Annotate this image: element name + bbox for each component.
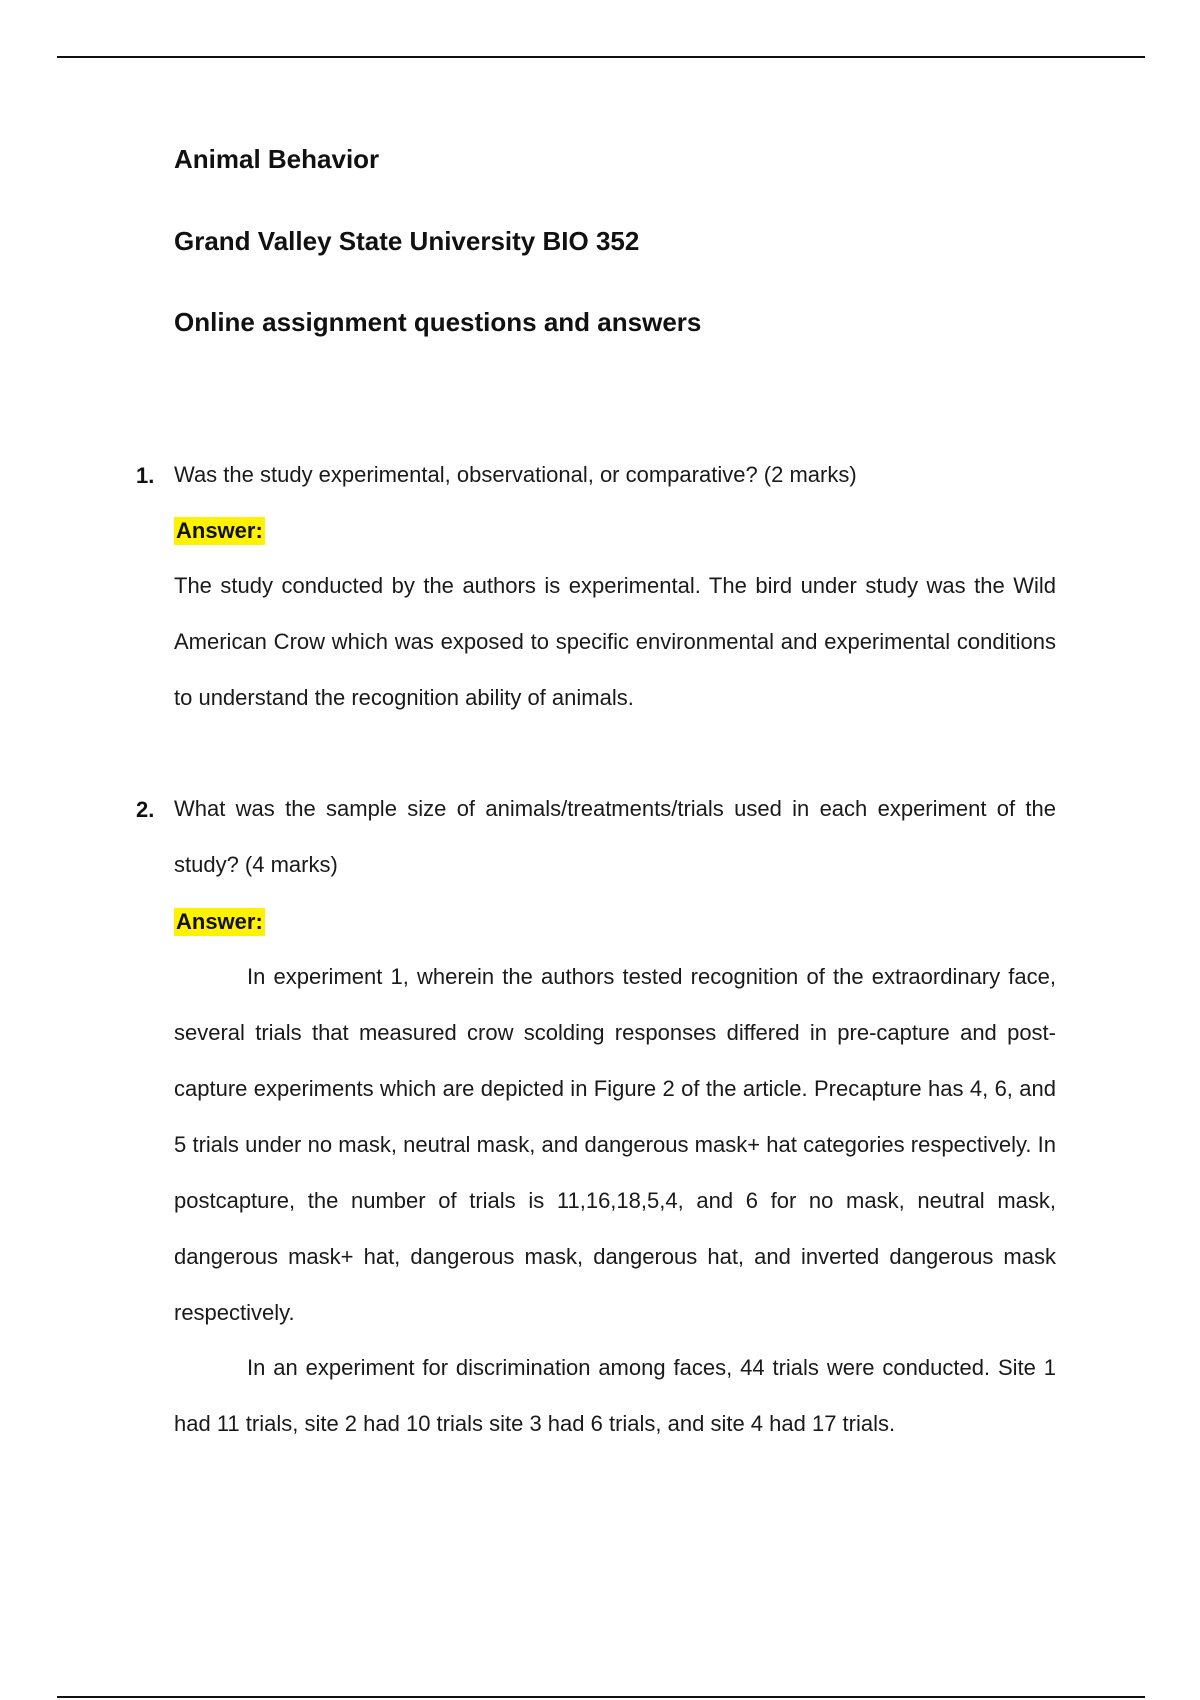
question-1-answer-paragraph: The study conducted by the authors is experimental. The bird under study was the Wild American Crow which was exposed to specific environmental and experimental conditions to understand the recognition ability of animals.: [174, 573, 1056, 710]
question-2-answer-label: Answer:: [176, 909, 263, 934]
question-2-number: 2.: [136, 797, 155, 822]
question-1-text: Was the study experimental, observational, or comparative? (2 marks): [174, 462, 857, 487]
question-1-answer-label: Answer:: [176, 518, 263, 543]
question-2-text: What was the sample size of animals/treatments/trials used in each experiment of the study? (4 marks): [174, 796, 1056, 877]
question-2-answer-paragraph-1: In experiment 1, wherein the authors tested recognition of the extraordinary face, several trials that measured crow scolding responses differed in pre-capture and post-capture experiments which are depicted in Figure 2 of the article. Precapture has 4, 6, and 5 trials under no mask, neutral mask, and dangerous mask+ hat categories respectively. In postcapture, the number of trials is 11,16,18,5,4, and 6 for no mask, neutral mask, dangerous mask+ hat, dangerous mask, dangerous hat, and inverted dangerous mask respectively.: [174, 964, 1056, 1325]
question-1-number: 1.: [136, 463, 155, 488]
question-2-answer-paragraph-2: In an experiment for discrimination among faces, 44 trials were conducted. Site 1 had 11 trials, site 2 had 10 trials site 3 had 6 trials, and site 4 had 17 trials.: [174, 1355, 1056, 1436]
course-title: Animal Behavior: [174, 144, 380, 174]
university-title: Grand Valley State University BIO 352: [174, 226, 640, 256]
top-rule: [57, 56, 1145, 58]
document-subtitle: Online assignment questions and answers: [174, 307, 702, 337]
bottom-rule: [57, 1696, 1145, 1698]
